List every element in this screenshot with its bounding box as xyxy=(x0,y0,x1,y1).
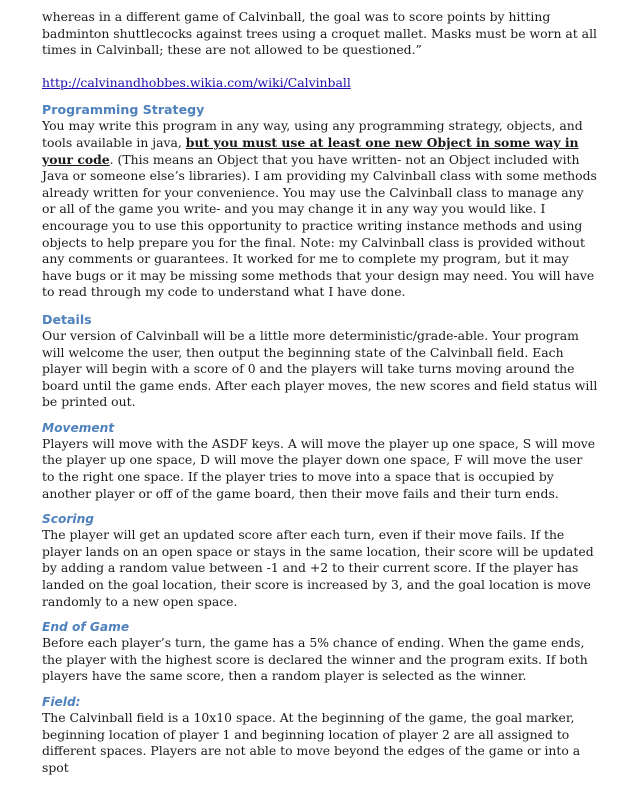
reference-link-line xyxy=(42,75,598,92)
programming-strategy-paragraph xyxy=(42,118,598,301)
details-heading: Details xyxy=(42,311,92,327)
programming-strategy-emphasis: but you must use at least one new Object in some way in your code xyxy=(42,134,579,167)
movement-paragraph: Players will move with the ASDF keys. A will move the player up one space, S will move the player up one space, D will move the player down one space, F will move the user to the right one space. If the player tries to move into a space that is occupied by another player or off of the game board, then their move fails and their turn ends. xyxy=(42,435,596,501)
scoring-paragraph: The player will get an updated score after each turn, even if their move fails. If the player lands on an open space or stays in the same location, their score will be updated by adding a random value between -1 and +2 to their current score. If the player has landed on the goal location, their score is increased by 3, and the goal location is move randomly to a new open space. xyxy=(42,527,594,609)
scoring-heading: Scoring xyxy=(42,512,94,527)
programming-strategy-text-after: . (This means an Object that you have written- not an Object included with Java or someone else’s libraries). I am providing my Calvinball class with some methods already written for your convenience. You may use the Calvinball class to manage any or all of the game you write- and you may change it in any way you would like. I encourage you to use this opportunity to practice writing instance methods and using objects to help prepare you for the final. Note: my Calvinball class is provided without any comments or guarantees. It worked for me to complete my program, but it may have bugs or it may be missing some methods that your design may need. You will have to read through my code to understand what I have done. xyxy=(42,151,597,300)
calvinball-wiki-link[interactable]: http://calvinandhobbes.wikia.com/wiki/Calvinball xyxy=(42,74,351,90)
movement-heading: Movement xyxy=(42,420,115,435)
programming-strategy-heading: Programming Strategy xyxy=(42,102,205,118)
field-paragraph: The Calvinball field is a 10x10 space. At the beginning of the game, the goal marker, beginning location of player 1 and beginning location of player 2 are all assigned to different spaces. Players are not able to move beyond the edges of the game or into a spot xyxy=(42,710,581,775)
end-of-game-paragraph: Before each player’s turn, the game has a 5% chance of ending. When the game ends, the player with the highest score is declared the winner and the program exits. If both players have the same score, then a random player is selected as the winner. xyxy=(42,635,588,684)
field-heading: Field: xyxy=(42,695,81,709)
programming-strategy-text-before: You may write this program in any way, using any programming strategy, objects, and tools available in java, xyxy=(42,118,583,150)
intro-paragraph: whereas in a different game of Calvinball, the goal was to score points by hitting badminton shuttlecocks against trees using a croquet mallet. Masks must be worn at all times in Calvinball; these are not allowed to be questioned.” xyxy=(42,9,597,58)
details-paragraph: Our version of Calvinball will be a little more deterministic/grade-able. Your program will welcome the user, then output the beginning state of the Calvinball field. Each player will begin with a score of 0 and the players will take turns moving around the board until the game ends. After each player moves, the new scores and field status will be printed out. xyxy=(42,327,598,410)
end-of-game-heading: End of Game xyxy=(42,620,130,635)
